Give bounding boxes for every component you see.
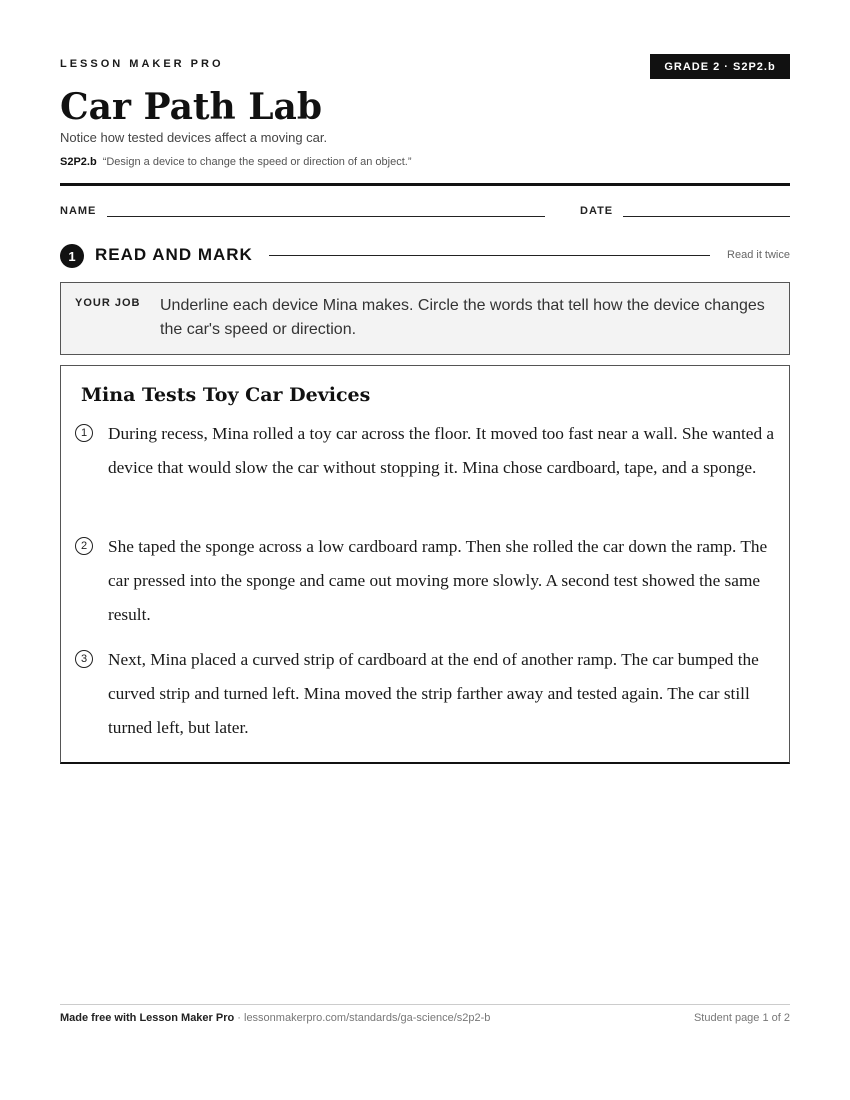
grade-badge: GRADE 2 · S2P2.b [650,54,790,79]
name-label: NAME [60,205,97,217]
reading-passage [60,365,790,764]
standard-code: S2P2.b [60,156,97,168]
brand-name: LESSON MAKER PRO [60,58,224,70]
paragraph-number: 1 [75,424,93,442]
footer-credit [60,1012,490,1024]
paragraph-text: She taped the sponge across a low cardboard ramp. Then she rolled the car down the ramp. The car pressed into the sponge and came out moving more slowly. A second test showed the same result. [108,537,768,624]
paragraph-text: During recess, Mina rolled a toy car across the floor. It moved too fast near a wall. She wanted a device that would slow the car without stopping it. Mina chose cardboard, tape, and a sponge. [108,424,775,477]
date-field[interactable] [623,216,790,217]
page-title: Car Path Lab [60,86,323,128]
page-number: Student page 1 of 2 [693,1012,790,1024]
paragraph-text: Next, Mina placed a curved strip of cardboard at the end of another ramp. The car bumped the curved strip and turned left. Mina moved the strip farther away and tested again. The car still turned left, but later. [108,650,759,737]
section-note: Read it twice [727,249,790,261]
date-label: DATE [580,205,614,217]
name-field[interactable] [107,216,545,217]
footer-divider [60,1004,790,1005]
header-divider [60,183,790,186]
footer-url[interactable]: · lessonmakerpro.com/standards/ga-science/s2p2-b [234,1012,491,1024]
your-job-box [60,282,790,355]
worksheet-page [60,0,790,1100]
section-title: READ AND MARK [95,245,253,264]
your-job-text: Underline each device Mina makes. Circle the words that tell how the device changes the car's speed or direction. [160,297,765,338]
paragraph-number: 3 [75,650,93,668]
section-divider [269,255,710,256]
step-number-badge: 1 [60,244,84,268]
paragraph-number: 2 [75,537,93,555]
your-job-label: YOUR JOB [75,297,141,309]
page-subtitle: Notice how tested devices affect a moving car. [60,130,328,145]
footer-made-with: Made free with Lesson Maker Pro [60,1012,235,1024]
section-header [60,243,790,269]
passage-title: Mina Tests Toy Car Devices [81,384,371,406]
standard-line [60,156,412,168]
standard-text: “Design a device to change the speed or direction of an object.” [102,156,412,168]
